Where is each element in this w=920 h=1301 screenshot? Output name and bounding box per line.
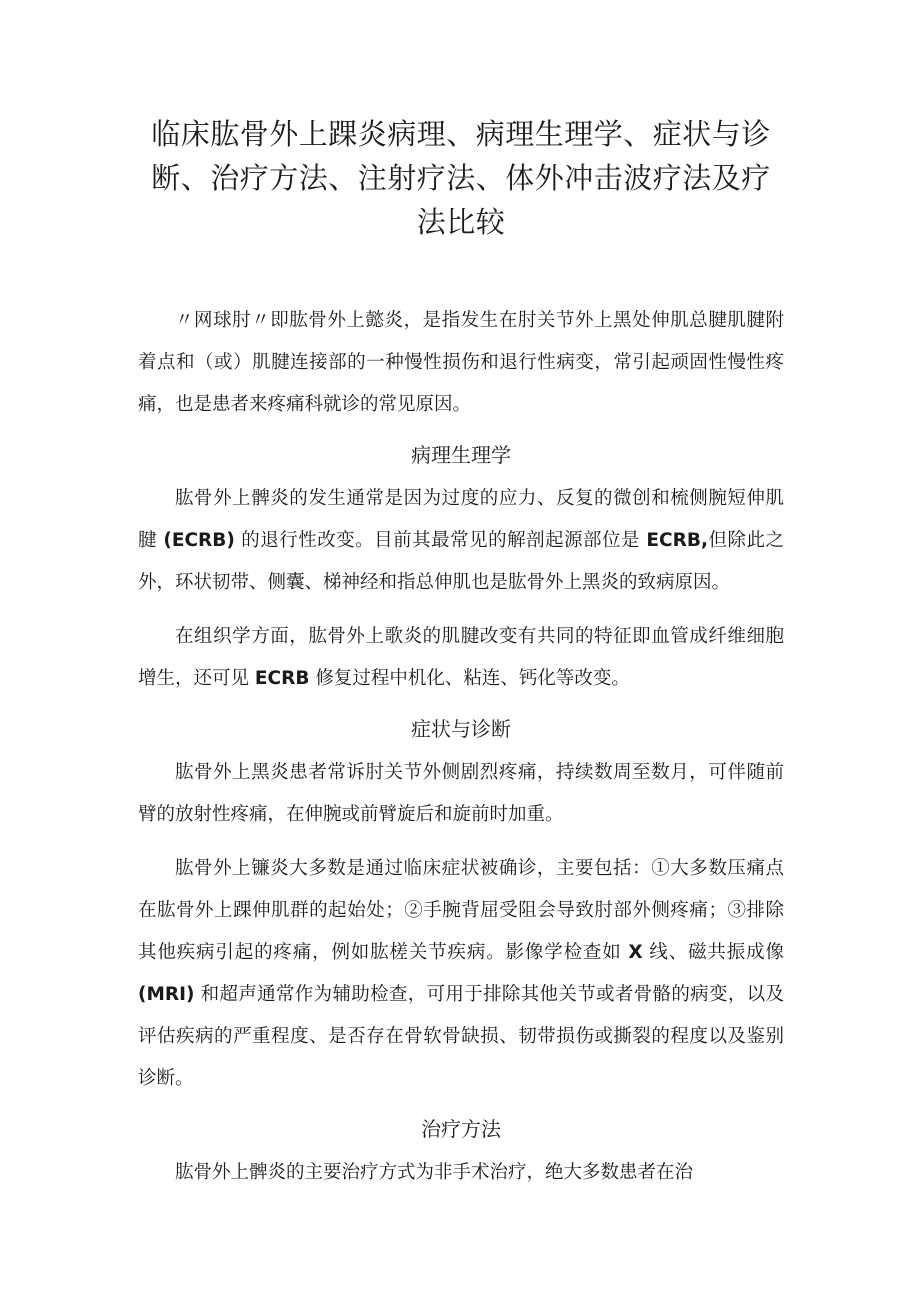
section-heading-treatment: 治疗方法	[421, 1117, 501, 1141]
treatment-paragraph-1: 肱骨外上髀炎的主要治疗方式为非手术治疗，绝大多数患者在治	[175, 1162, 694, 1183]
pathophysiology-paragraph-2	[138, 616, 784, 700]
section-heading-pathophysiology: 病理生理学	[411, 443, 511, 467]
text-run: 肱骨外上镰炎大多数是通过临床症状被确诊，主要包括：①大多数压痛点在肱骨外上踝伸肌群的起始处；②手腕背屈受阻会导致肘部外侧疼痛；③排除其他疾病引起的疼痛，例如肱槎关节疾病。影像学检查如	[138, 858, 784, 963]
document-title: 临床肱骨外上踝炎病理、病理生理学、症状与诊断、治疗方法、注射疗法、体外冲击波疗法及疗法比较	[151, 117, 771, 239]
diagnosis-paragraph-2	[138, 848, 784, 1100]
term-ecrb: ECRB,	[646, 530, 708, 551]
term-x: X	[628, 942, 643, 963]
term-ecrb: (ECRB)	[163, 530, 235, 551]
text-run: 和超声通常作为辅助检查，可用于排除其他关节或者骨骼的病变，以及评估疾病的严重程度、是否存在骨软骨缺损、韧带损伤或撕裂的程度以及鉴别诊断。	[138, 984, 784, 1089]
text-run: 线、磁共振成像	[649, 942, 784, 963]
term-mri: (MRI)	[138, 984, 195, 1005]
term-ecrb: ECRB	[254, 668, 310, 689]
text-run: 肱骨外上髀炎的发生通常是因为过度的应力、反复的微创和梳侧腕短伸肌腱	[138, 488, 784, 551]
text-run: 的退行性改变。目前其最常见的解剖起源部位是	[241, 530, 641, 551]
document-page	[138, 112, 784, 1206]
text-run: 但除此之外，环状韧带、侧囊、梯神经和指总伸肌也是肱骨外上黑炎的致病原因。	[138, 530, 784, 593]
text-run: 在组织学方面，肱骨外上歌炎的肌腱改变有共同的特征即血管成纤维细胞增生，还可见	[138, 626, 784, 689]
diagnosis-paragraph-1: 肱骨外上黑炎患者常诉肘关节外侧剧烈疼痛，持续数周至数月，可伴随前臂的放射性疼痛，在伸腕或前臂旋后和旋前时加重。	[138, 762, 784, 825]
pathophysiology-paragraph-1	[138, 478, 784, 604]
intro-paragraph: 〃网球肘〃即肱骨外上懿炎，是指发生在肘关节外上黑处伸肌总腱肌腱附着点和（或）肌腱连接部的一种慢性损伤和退行性病变，常引起顽固性慢性疼痛，也是患者来疼痛科就诊的常见原因。	[138, 310, 784, 415]
section-heading-diagnosis: 症状与诊断	[411, 717, 511, 741]
text-run: 修复过程中机化、粘连、钙化等改变。	[315, 668, 630, 689]
